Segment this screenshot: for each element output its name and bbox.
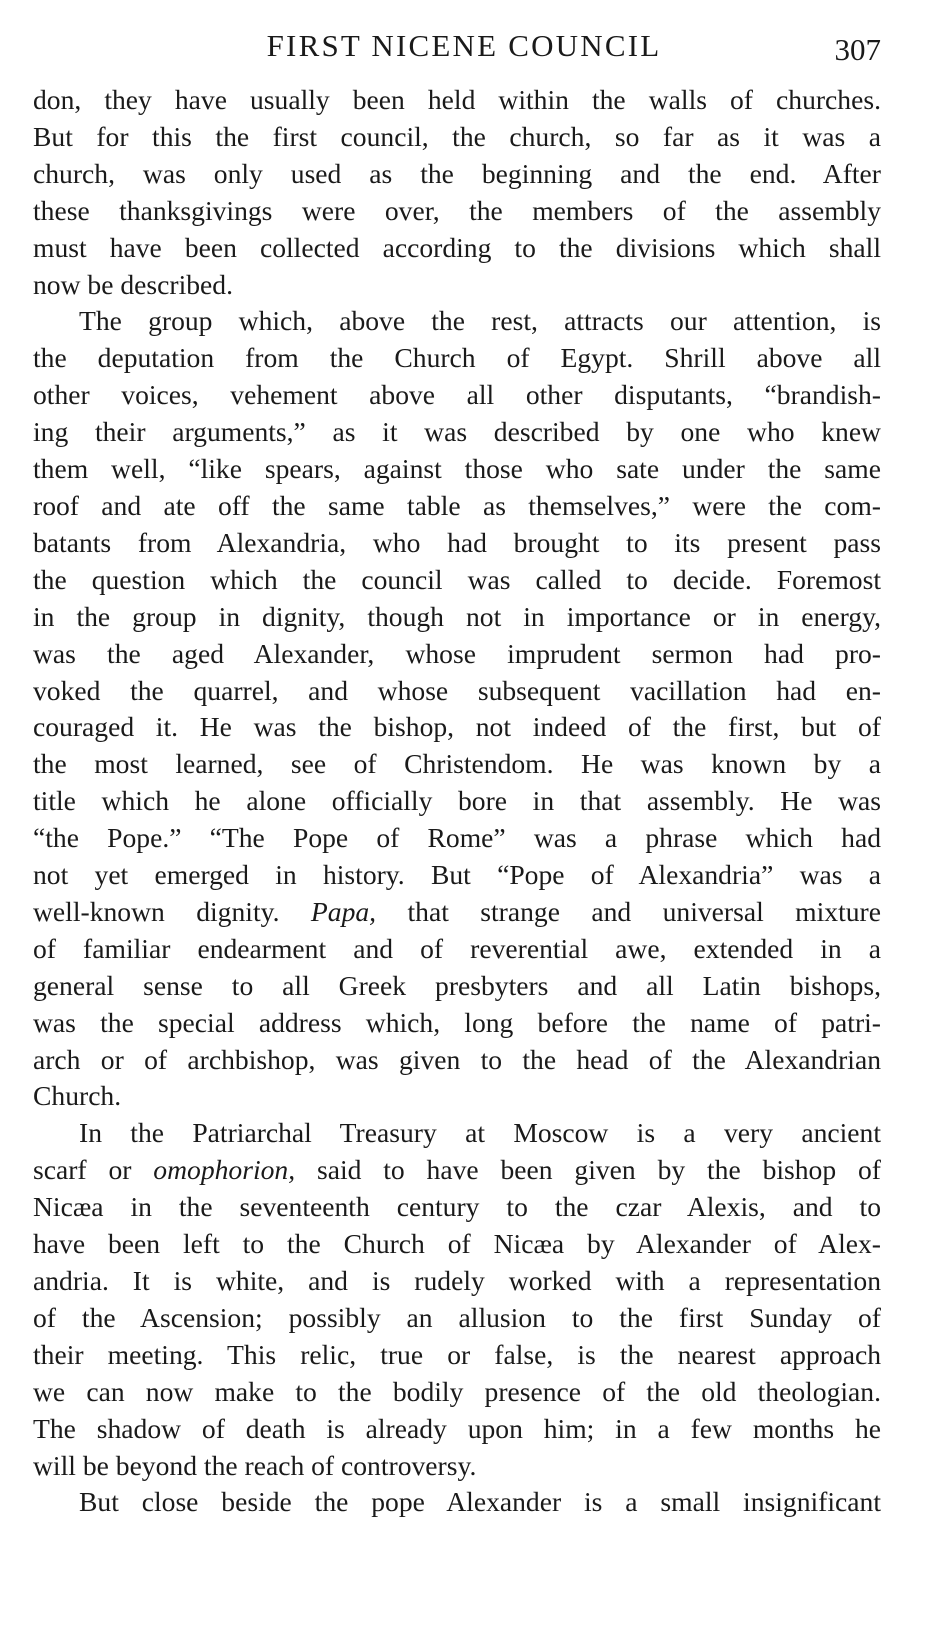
text-line: batants from Alexandria, who had brought to its present pass <box>33 526 881 558</box>
text-line: their meeting. This relic, true or false, is the nearest approach <box>33 1338 881 1370</box>
text-line: In the Patriarchal Treasury at Moscow is a very ancient <box>79 1117 881 1149</box>
text-line: the most learned, see of Christendom. He was known by a <box>33 748 881 780</box>
text-line: now be described. <box>33 268 233 300</box>
text-line: them well, “like spears, against those who sate under the same <box>33 453 881 485</box>
text-line: couraged it. He was the bishop, not indeed of the first, but of <box>33 711 881 743</box>
text-line: must have been collected according to the divisions which shall <box>33 231 881 263</box>
text-line: title which he alone officially bore in that assembly. He was <box>33 785 881 817</box>
text-line: “the Pope.” “The Pope of Rome” was a phrase which had <box>33 822 881 854</box>
text-line: roof and ate off the same table as themselves,” were the com- <box>33 489 881 521</box>
text-line: church, was only used as the beginning and the end. After <box>33 157 881 189</box>
text-line: will be beyond the reach of controversy. <box>33 1449 477 1481</box>
text-line: not yet emerged in history. But “Pope of Alexandria” was a <box>33 859 881 891</box>
page-header <box>33 22 881 82</box>
paragraph-1 <box>33 82 881 303</box>
text-line: The group which, above the rest, attracts our attention, is <box>79 305 881 337</box>
text-line: voked the quarrel, and whose subsequent vacillation had en- <box>33 674 881 706</box>
text-line: ing their arguments,” as it was described by one who knew <box>33 416 881 448</box>
italic-term-papa: Papa, <box>310 895 377 927</box>
text-line: don, they have usually been held within the walls of churches. <box>33 84 881 115</box>
paragraph-4 <box>33 1484 881 1521</box>
text-line: of the Ascension; possibly an allusion to the first Sunday of <box>33 1301 881 1333</box>
text-line: But close beside the pope Alexander is a small insignificant <box>79 1486 881 1518</box>
text-line-with-italic <box>33 1152 881 1189</box>
text-segment: that strange and universal mixture <box>376 895 881 927</box>
text-line: arch or of archbishop, was given to the head of the Alexandrian <box>33 1043 881 1075</box>
page-number: 307 <box>834 32 881 67</box>
text-line: Nicæa in the seventeenth century to the czar Alexis, and to <box>33 1191 881 1223</box>
text-line: andria. It is white, and is rudely worked with a representation <box>33 1265 881 1296</box>
text-line: other voices, vehement above all other disputants, “brandish- <box>33 379 881 411</box>
running-head: FIRST NICENE COUNCIL <box>266 28 662 63</box>
text-line-with-italic <box>33 894 881 931</box>
text-line: these thanksgivings were over, the members of the assembly <box>33 194 881 226</box>
text-line: the question which the council was called to decide. Foremost <box>33 563 881 595</box>
text-line: Church. <box>33 1080 122 1112</box>
text-line: of familiar endearment and of reverential awe, extended in a <box>33 932 881 964</box>
text-line: was the aged Alexander, whose imprudent sermon had pro- <box>33 637 881 669</box>
text-line: general sense to all Greek presbyters and all Latin bishops, <box>33 969 881 1001</box>
text-segment: scarf or <box>33 1154 154 1186</box>
paragraph-2 <box>33 303 881 1115</box>
book-page <box>33 22 881 1521</box>
text-segment: said to have been given by the bishop of <box>295 1154 881 1186</box>
text-line: have been left to the Church of Nicæa by Alexander of Alex- <box>33 1228 881 1260</box>
text-segment: well-known dignity. <box>33 895 311 927</box>
text-line: But for this the first council, the church, so far as it was a <box>33 120 881 152</box>
text-line: we can now make to the bodily presence of the old theologian. <box>33 1375 881 1407</box>
italic-term-omophorion: omophorion, <box>153 1154 296 1186</box>
text-line: was the special address which, long before the name of patri- <box>33 1006 881 1038</box>
text-line: the deputation from the Church of Egypt. Shrill above all <box>33 342 881 374</box>
page-body <box>33 82 881 1521</box>
paragraph-3 <box>33 1115 881 1484</box>
text-line: The shadow of death is already upon him; in a few months he <box>33 1412 881 1444</box>
text-line: in the group in dignity, though not in importance or in energy, <box>33 600 881 632</box>
